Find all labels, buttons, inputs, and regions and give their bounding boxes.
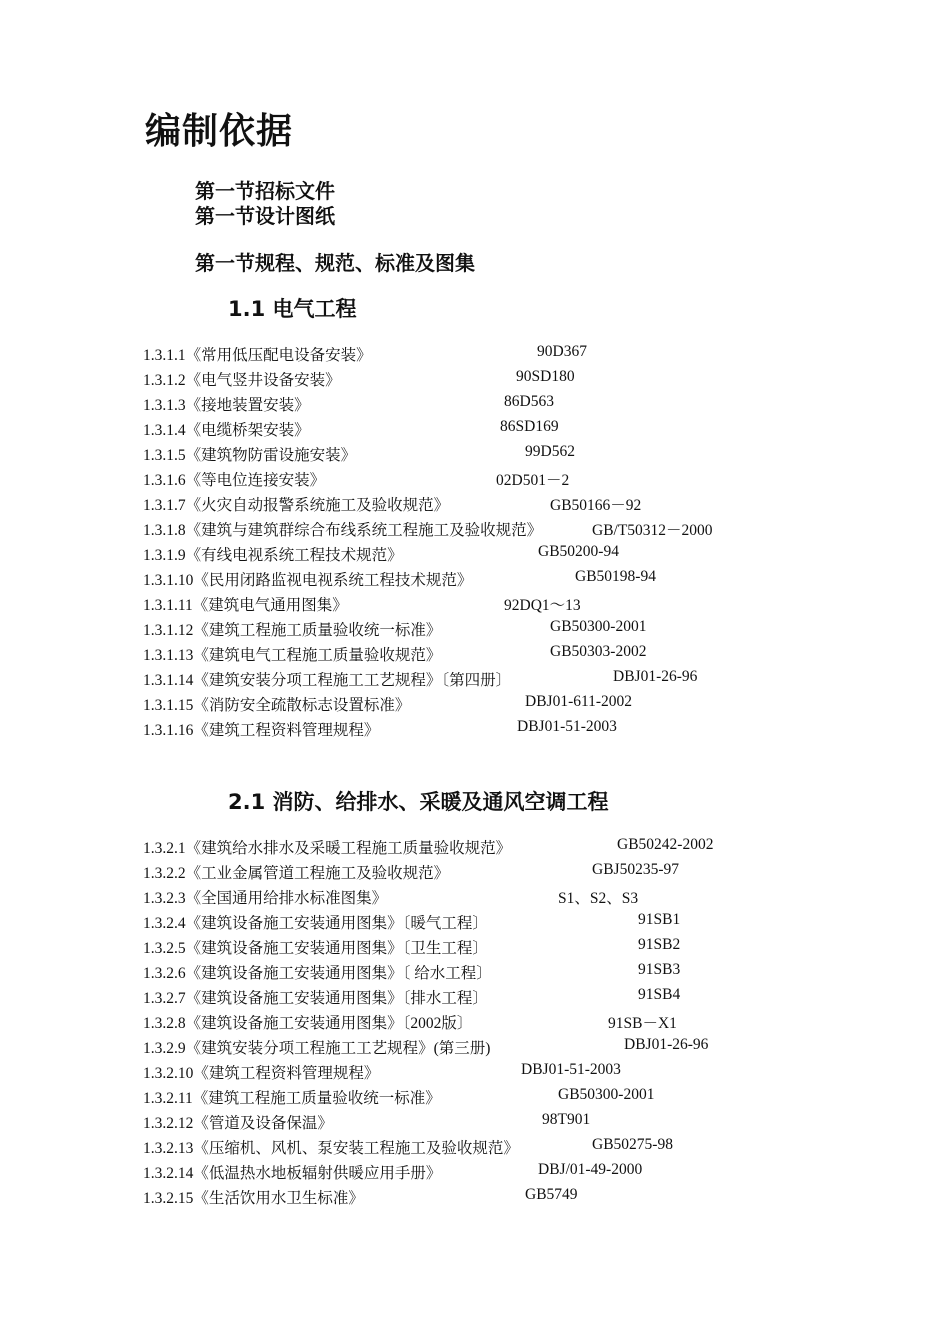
list-item-text: 1.3.1.10《民用闭路监视电视系统工程技术规范》: [143, 572, 473, 589]
list-item-code: GB50303-2002: [550, 643, 647, 660]
list-item-text: 1.3.2.1《建筑给水排水及采暖工程施工质量验收规范》: [143, 840, 512, 857]
list-item-code: GB50275-98: [592, 1136, 673, 1153]
list-item-code: 86SD169: [500, 418, 559, 435]
list-item-text: 1.3.1.4《电缆桥架安装》: [143, 422, 310, 439]
list-item-text: 1.3.2.4《建筑设备施工安装通用图集》〔暖气工程〕: [143, 915, 488, 932]
list-item-text: 1.3.1.7《火灾自动报警系统施工及验收规范》: [143, 497, 450, 514]
list-item-code: GB50200-94: [538, 543, 619, 560]
list-item-text: 1.3.2.10《建筑工程资料管理规程》: [143, 1065, 380, 1082]
list-item-code: 91SB3: [638, 961, 681, 978]
list-item-code: 91SB2: [638, 936, 681, 953]
list-item-code: 90SD180: [516, 368, 575, 385]
list-item-code: 86D563: [504, 393, 554, 410]
list-item-text: 1.3.1.3《接地装置安装》: [143, 397, 310, 414]
list-item-text: 1.3.2.6《建筑设备施工安装通用图集》〔 给水工程〕: [143, 965, 492, 982]
list-item-code: GB/T50312－2000: [592, 522, 713, 539]
list-item-code: 91SB4: [638, 986, 681, 1003]
subsection-heading-electrical: 1.1 电气工程: [228, 297, 357, 321]
list-item-code: 91SB－X1: [608, 1015, 677, 1032]
section-heading-drawings: 第一节设计图纸: [195, 204, 335, 228]
list-item-code: 92DQ1～13: [504, 597, 581, 614]
list-item-code: 90D367: [537, 343, 587, 360]
list-item-text: 1.3.1.1《常用低压配电设备安装》: [143, 347, 372, 364]
list-item-code: GB50166－92: [550, 497, 642, 514]
list-item-text: 1.3.1.9《有线电视系统工程技术规范》: [143, 547, 403, 564]
list-item-code: GB50242-2002: [617, 836, 714, 853]
list-item-text: 1.3.1.12《建筑工程施工质量验收统一标准》: [143, 622, 442, 639]
page-title: 编制依据: [145, 111, 294, 152]
list-item-code: S1、S2、S3: [558, 890, 639, 907]
list-item-code: 99D562: [525, 443, 575, 460]
list-item-text: 1.3.2.7《建筑设备施工安装通用图集》〔排水工程〕: [143, 990, 488, 1007]
list-item-code: GBJ50235-97: [592, 861, 679, 878]
list-item-text: 1.3.1.2《电气竖井设备安装》: [143, 372, 341, 389]
list-item-text: 1.3.1.8《建筑与建筑群综合布线系统工程施工及验收规范》: [143, 522, 543, 539]
list-item-text: 1.3.2.2《工业金属管道工程施工及验收规范》: [143, 865, 450, 882]
list-item-code: 98T901: [542, 1111, 591, 1128]
list-item-text: 1.3.1.14《建筑安装分项工程施工工艺规程》〔第四册〕: [143, 672, 512, 689]
list-item-code: DBJ01-26-96: [624, 1036, 709, 1053]
list-item-text: 1.3.2.5《建筑设备施工安装通用图集》〔卫生工程〕: [143, 940, 488, 957]
list-item-code: DBJ/01-49-2000: [538, 1161, 643, 1178]
list-item-text: 1.3.1.11《建筑电气通用图集》: [143, 597, 348, 614]
list-item-text: 1.3.2.15《生活饮用水卫生标准》: [143, 1190, 364, 1207]
list-item-code: GB50300-2001: [558, 1086, 655, 1103]
list-item-code: DBJ01-51-2003: [521, 1061, 621, 1078]
list-item-text: 1.3.1.5《建筑物防雷设施安装》: [143, 447, 357, 464]
section-heading-tender: 第一节招标文件: [195, 179, 335, 203]
list-item-code: 02D501－2: [496, 472, 570, 489]
list-item-text: 1.3.2.13《压缩机、风机、泵安装工程施工及验收规范》: [143, 1140, 519, 1157]
list-item-text: 1.3.1.16《建筑工程资料管理规程》: [143, 722, 380, 739]
list-item-text: 1.3.1.6《等电位连接安装》: [143, 472, 326, 489]
list-item-text: 1.3.1.15《消防安全疏散标志设置标准》: [143, 697, 411, 714]
section-heading-standards: 第一节规程、规范、标准及图集: [195, 251, 475, 275]
list-item-text: 1.3.1.13《建筑电气工程施工质量验收规范》: [143, 647, 442, 664]
list-item-text: 1.3.2.12《管道及设备保温》: [143, 1115, 333, 1132]
list-item-code: GB5749: [525, 1186, 578, 1203]
list-item-code: GB50198-94: [575, 568, 656, 585]
list-item-text: 1.3.2.9《建筑安装分项工程施工工艺规程》(第三册): [143, 1040, 491, 1057]
subsection-heading-hvac: 2.1 消防、给排水、采暖及通风空调工程: [228, 790, 609, 814]
list-item-code: GB50300-2001: [550, 618, 647, 635]
list-item-text: 1.3.2.8《建筑设备施工安装通用图集》〔2002版〕: [143, 1015, 473, 1032]
list-item-code: DBJ01-26-96: [613, 668, 698, 685]
list-item-code: DBJ01-51-2003: [517, 718, 617, 735]
list-item-text: 1.3.2.3《全国通用给排水标准图集》: [143, 890, 388, 907]
list-item-text: 1.3.2.11《建筑工程施工质量验收统一标准》: [143, 1090, 441, 1107]
list-item-text: 1.3.2.14《低温热水地板辐射供暖应用手册》: [143, 1165, 442, 1182]
list-item-code: 91SB1: [638, 911, 681, 928]
list-item-code: DBJ01-611-2002: [525, 693, 633, 710]
